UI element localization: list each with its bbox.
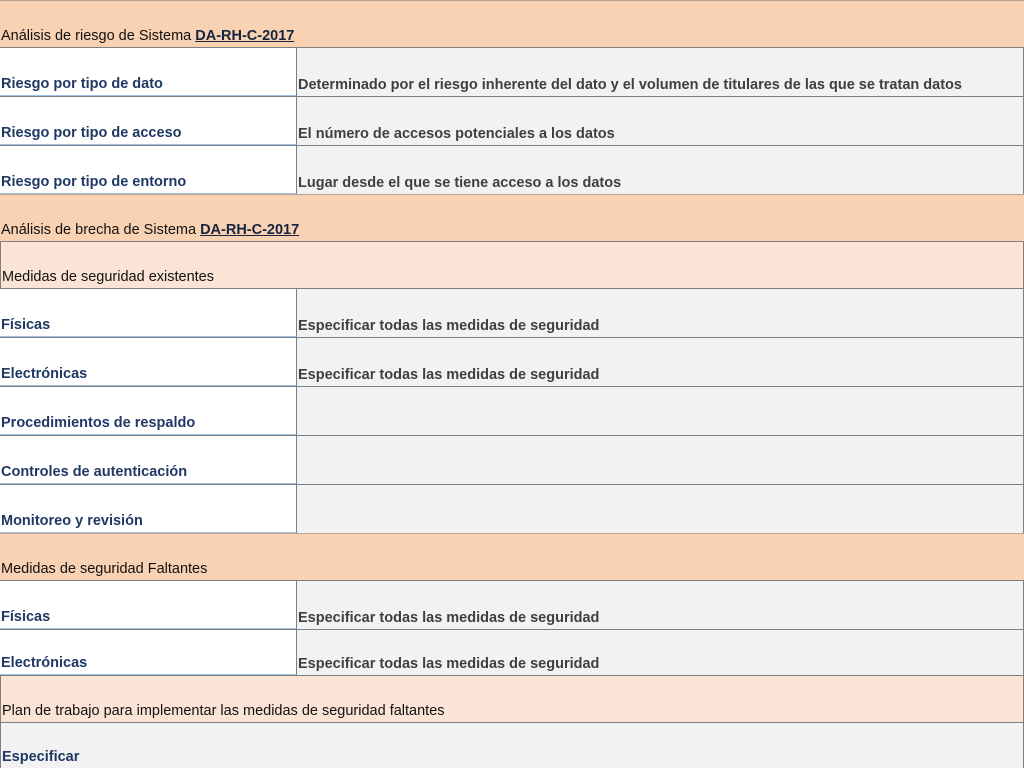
- missing-measure-row: [0, 580, 1024, 629]
- gap-section-code: DA-RH-C-2017: [200, 221, 300, 238]
- measure-label: Monitoreo y revisión: [1, 512, 143, 529]
- measure-value-cell[interactable]: [296, 484, 1024, 533]
- measure-label: Electrónicas: [1, 365, 88, 382]
- missing-label: Físicas: [1, 608, 51, 625]
- missing-value: Especificar todas las medidas de seguridad: [298, 609, 600, 626]
- existing-measure-row: [0, 484, 1024, 533]
- work-plan-title: Plan de trabajo para implementar las medidas de seguridad faltantes: [2, 702, 445, 719]
- missing-value-cell[interactable]: [296, 629, 1024, 675]
- work-plan-header: [0, 675, 1024, 722]
- measure-value: Especificar todas las medidas de seguridad: [298, 366, 600, 383]
- risk-label-cell[interactable]: [0, 96, 296, 145]
- existing-measure-row: [0, 288, 1024, 337]
- existing-measure-row: [0, 386, 1024, 435]
- risk-row: [0, 47, 1024, 96]
- existing-measures-title: Medidas de seguridad existentes: [2, 268, 214, 285]
- existing-measure-row: [0, 337, 1024, 386]
- risk-section-code: DA-RH-C-2017: [195, 27, 295, 44]
- measure-label-cell[interactable]: [0, 435, 296, 484]
- missing-measures-header: [0, 533, 1024, 580]
- risk-value-cell[interactable]: [296, 96, 1024, 145]
- risk-section-title: Análisis de riesgo de Sistema: [1, 27, 196, 44]
- missing-measures-title: Medidas de seguridad Faltantes: [1, 560, 208, 577]
- risk-value-cell[interactable]: [296, 145, 1024, 194]
- missing-measures-title-cell[interactable]: [0, 534, 1024, 580]
- measure-value-cell[interactable]: [296, 386, 1024, 435]
- risk-value: Determinado por el riesgo inherente del dato y el volumen de titulares de las que se tratan datos: [298, 76, 962, 93]
- missing-value: Especificar todas las medidas de seguridad: [298, 655, 600, 672]
- risk-label: Riesgo por tipo de entorno: [1, 173, 187, 190]
- risk-row: [0, 96, 1024, 145]
- existing-measures-title-cell[interactable]: [1, 242, 1023, 288]
- risk-section-title-cell[interactable]: [0, 1, 1024, 47]
- measure-value-cell[interactable]: [296, 337, 1024, 386]
- missing-label-cell[interactable]: [0, 629, 296, 675]
- measure-label: Físicas: [1, 316, 51, 333]
- measure-value-cell[interactable]: [296, 435, 1024, 484]
- measure-label: Controles de autenticación: [1, 463, 188, 480]
- gap-section-header: [0, 194, 1024, 241]
- work-plan-value-cell[interactable]: [1, 723, 1023, 768]
- missing-label: Electrónicas: [1, 654, 88, 671]
- gap-section-title: Análisis de brecha de Sistema: [1, 221, 201, 238]
- work-plan-title-cell[interactable]: [1, 676, 1023, 722]
- risk-value: Lugar desde el que se tiene acceso a los datos: [298, 174, 622, 191]
- measure-label: Procedimientos de respaldo: [1, 414, 196, 431]
- measure-label-cell[interactable]: [0, 386, 296, 435]
- measure-value-cell[interactable]: [296, 288, 1024, 337]
- measure-label-cell[interactable]: [0, 337, 296, 386]
- work-plan-value: Especificar: [2, 748, 80, 765]
- missing-value-cell[interactable]: [296, 580, 1024, 629]
- risk-value-cell[interactable]: [296, 47, 1024, 96]
- risk-row: [0, 145, 1024, 194]
- measure-label-cell[interactable]: [0, 288, 296, 337]
- measure-value: Especificar todas las medidas de seguridad: [298, 317, 600, 334]
- gap-section-title-cell[interactable]: [0, 195, 1024, 241]
- measure-label-cell[interactable]: [0, 484, 296, 533]
- risk-section-header: [0, 0, 1024, 47]
- risk-label: Riesgo por tipo de acceso: [1, 124, 182, 141]
- risk-label-cell[interactable]: [0, 145, 296, 194]
- missing-label-cell[interactable]: [0, 580, 296, 629]
- work-plan-value-row: [0, 722, 1024, 768]
- missing-measure-row: [0, 629, 1024, 675]
- existing-measures-header: [0, 241, 1024, 288]
- existing-measure-row: [0, 435, 1024, 484]
- risk-label: Riesgo por tipo de dato: [1, 75, 163, 92]
- risk-label-cell[interactable]: [0, 47, 296, 96]
- risk-value: El número de accesos potenciales a los datos: [298, 125, 615, 142]
